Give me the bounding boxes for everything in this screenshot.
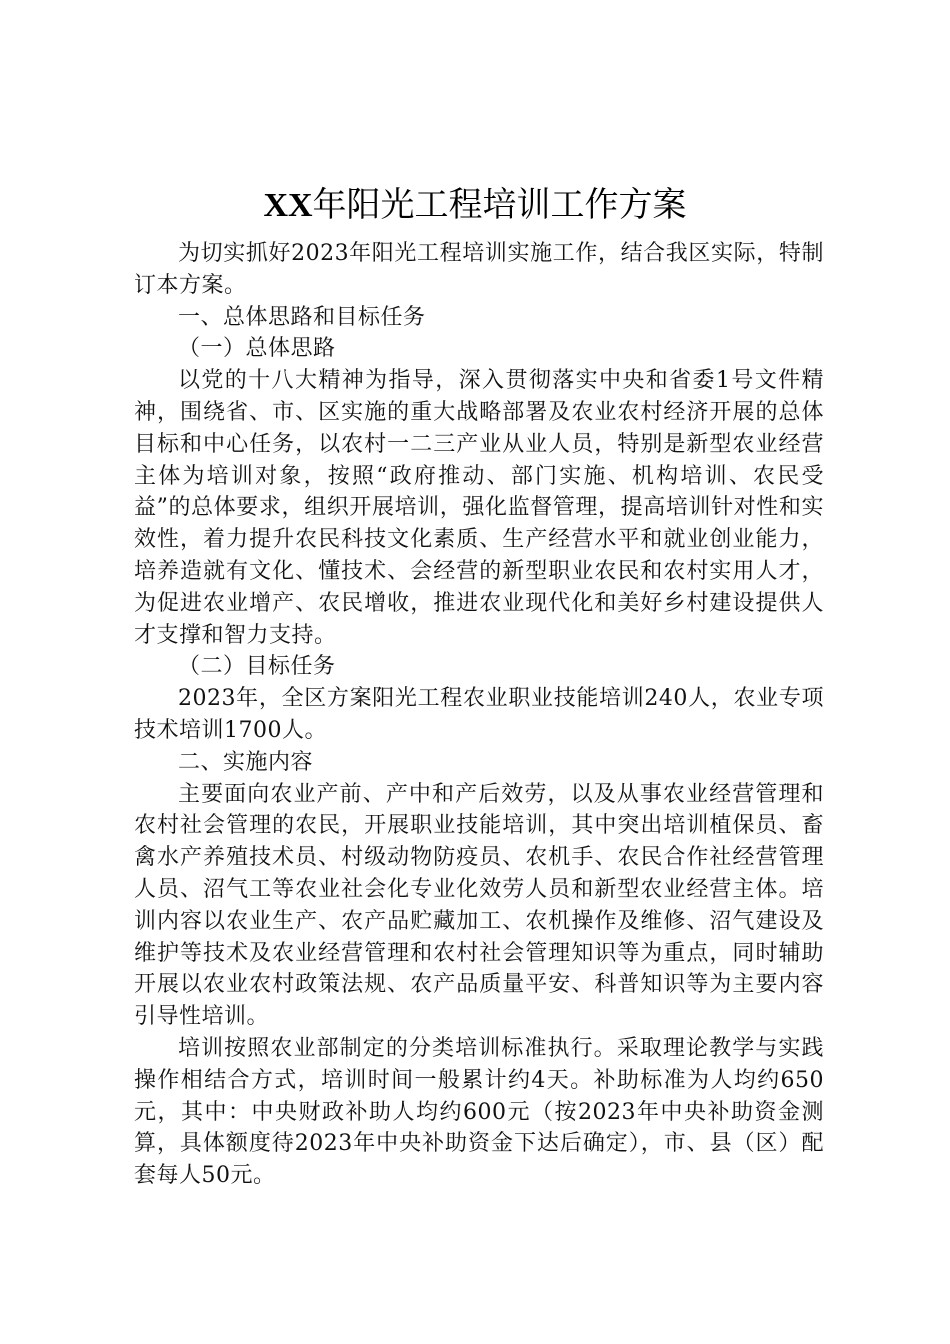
- document-body: [134, 238, 824, 1192]
- body-paragraph: 主要面向农业产前、产中和产后效劳，以及从事农业经营管理和农村社会管理的农民，开展职业技能培训，其中突出培训植保员、畜禽水产养殖技术员、村级动物防疫员、农机手、农民合作社经营管理人员、沼气工等农业社会化专业化效劳人员和新型农业经营主体。培训内容以农业生产、农产品贮藏加工、农机操作及维修、沼气建设及维护等技术及农业经营管理和农村社会管理知识等为重点，同时辅助开展以农业农村政策法规、农产品质量平安、科普知识等为主要内容引导性培训。: [134, 781, 824, 1030]
- document-title-prefix: XX: [263, 187, 313, 224]
- document-title-text: 年阳光工程培训工作方案: [312, 185, 687, 225]
- subsection-heading-2: （二）目标任务: [178, 654, 336, 680]
- intro-paragraph: 为切实抓好2023年阳光工程培训实施工作，结合我区实际，特制订本方案。: [134, 241, 824, 298]
- body-paragraph: 2023年，全区方案阳光工程农业职业技能培训240人，农业专项技术培训1700人。: [134, 686, 824, 743]
- subsection-heading-1: （一）总体思路: [178, 336, 336, 362]
- body-paragraph: 培训按照农业部制定的分类培训标准执行。采取理论教学与实践操作相结合方式，培训时间一般累计约4天。补助标准为人均约650元，其中：中央财政补助人均约600元（按2023年中央补助资金测算，具体额度待2023年中央补助资金下达后确定），市、县（区）配套每人50元。: [134, 1035, 824, 1189]
- document-title: [0, 183, 950, 228]
- section-heading-2: 二、实施内容: [178, 749, 314, 775]
- body-paragraph: 以党的十八大精神为指导，深入贯彻落实中央和省委1号文件精神，围绕省、市、区实施的重大战略部署及农业农村经济开展的总体目标和中心任务，以农村一二三产业从业人员，特别是新型农业经营主体为培训对象，按照“政府推动、部门实施、机构培训、农民受益”的总体要求，组织开展培训，强化监督管理，提高培训针对性和实效性，着力提升农民科技文化素质、生产经营水平和就业创业能力，培养造就有文化、懂技术、会经营的新型职业农民和农村实用人才，为促进农业增产、农民增收，推进农业现代化和美好乡村建设提供人才支撑和智力支持。: [134, 368, 824, 648]
- section-heading-1: 一、总体思路和目标任务: [178, 304, 426, 330]
